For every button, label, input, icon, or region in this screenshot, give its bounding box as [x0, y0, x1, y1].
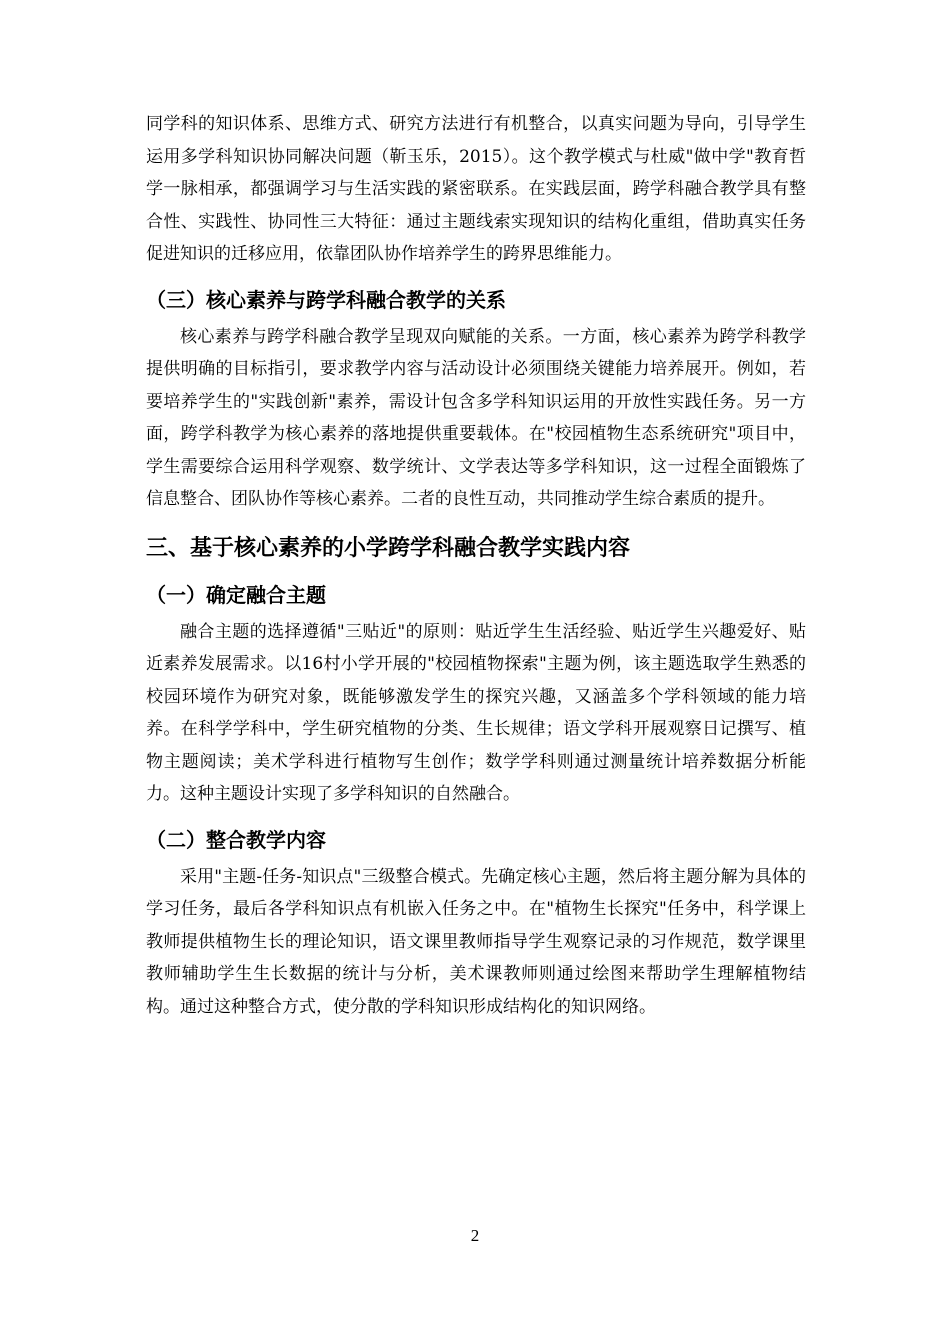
paragraph-core-literacy-relation: 核心素养与跨学科融合教学呈现双向赋能的关系。一方面，核心素养为跨学科教学提供明确的目标指引，要求教学内容与活动设计必须围绕关键能力培养展开。例如，若要培养学生的"实践创新"素养，需设计包含多学科知识运用的开放性实践任务。另一方面，跨学科教学为核心素养的落地提供重要载体。在"校园植物生态系统研究"项目中，学生需要综合运用科学观察、数学统计、文学表达等多学科知识，这一过程全面锻炼了信息整合、团队协作等核心素养。二者的良性互动，共同推动学生综合素质的提升。 [146, 326, 806, 509]
page-content [146, 108, 806, 1023]
page-number: 2 [470, 1226, 480, 1245]
section-heading-fusion-theme: （一）确定融合主题 [146, 582, 326, 607]
intro-paragraph: 同学科的知识体系、思维方式、研究方法进行有机整合，以真实问题为导向，引导学生运用多学科知识协同解决问题（靳玉乐，2015）。这个教学模式与杜威"做中学"教育哲学一脉相承，都强调学习与生活实践的紧密联系。在实践层面，跨学科融合教学具有整合性、实践性、协同性三大特征：通过主题线索实现知识的结构化重组，借助真实任务促进知识的迁移应用，依靠团队协作培养学生的跨界思维能力。 [146, 114, 806, 264]
paragraph-fusion-theme: 融合主题的选择遵循"三贴近"的原则：贴近学生生活经验、贴近学生兴趣爱好、贴近素养发展需求。以16村小学开展的"校园植物探索"主题为例，该主题选取学生熟悉的校园环境作为研究对象，既能够激发学生的探究兴趣，又涵盖多个学科领域的能力培养。在科学学科中，学生研究植物的分类、生长规律；语文学科开展观察日记撰写、植物主题阅读；美术学科进行植物写生创作；数学学科则通过测量统计培养数据分析能力。这种主题设计实现了多学科知识的自然融合。 [146, 621, 806, 804]
paragraph-integrate-content: 采用"主题-任务-知识点"三级整合模式。先确定核心主题，然后将主题分解为具体的学习任务，最后各学科知识点有机嵌入任务之中。在"植物生长探究"任务中，科学课上教师提供植物生长的理论知识，语文课里教师指导学生观察记录的习作规范，数学课里教师辅助学生生长数据的统计与分析，美术课教师则通过绘图来帮助学生理解植物结构。通过这种整合方式，使分散的学科知识形成结构化的知识网络。 [146, 866, 806, 1017]
section-heading-core-literacy-relation: （三）核心素养与跨学科融合教学的关系 [146, 287, 506, 312]
section-heading-integrate-content: （二）整合教学内容 [146, 827, 326, 852]
chapter-heading-practice-content: 三、基于核心素养的小学跨学科融合教学实践内容 [146, 535, 631, 561]
